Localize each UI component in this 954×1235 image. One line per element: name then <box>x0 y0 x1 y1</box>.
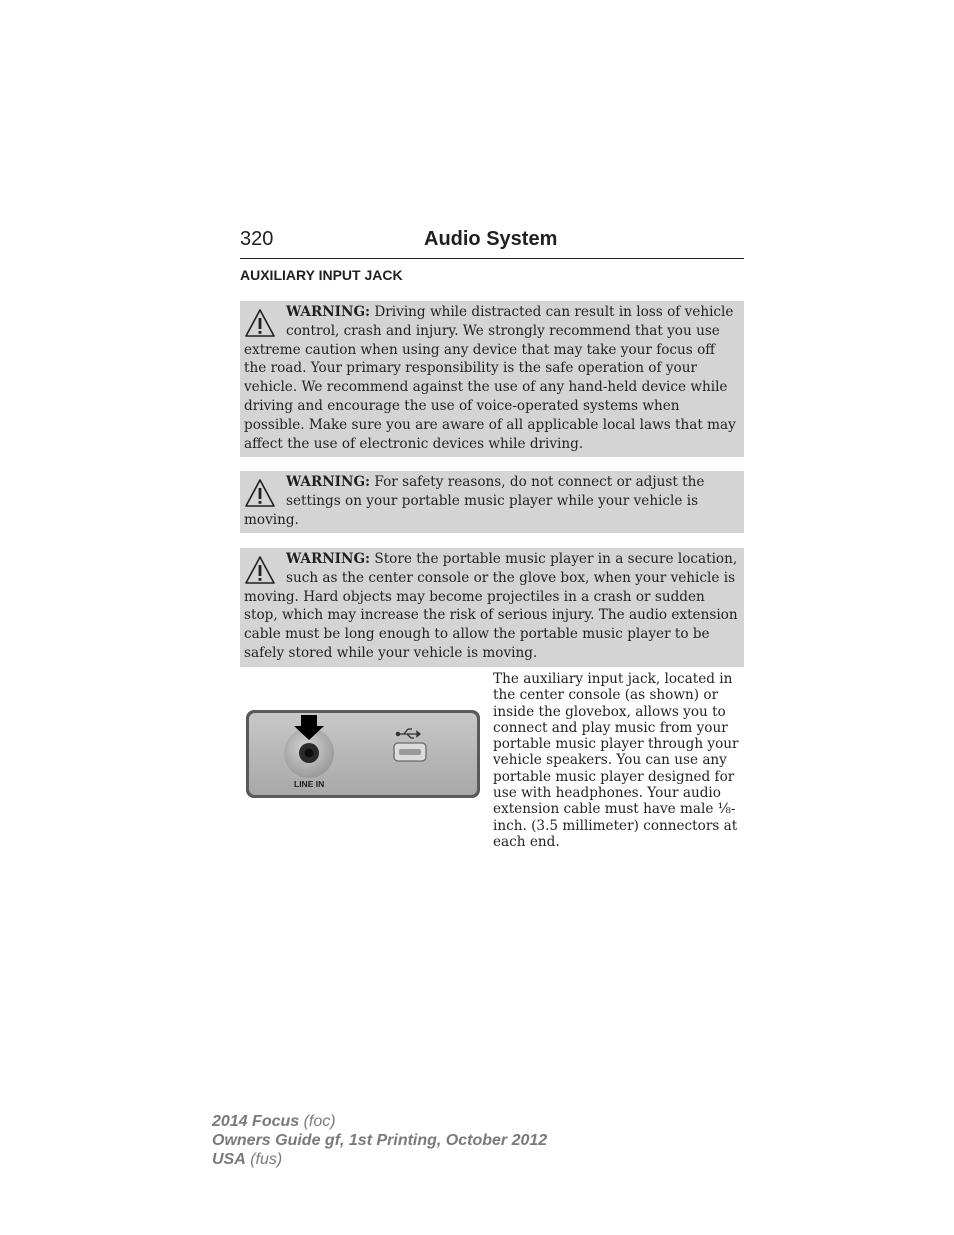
page-header <box>240 228 744 259</box>
warning-triangle-icon <box>244 477 276 509</box>
warning-text: Store the portable music player in a secure location, such as the center console or the glove box, when your vehicle is moving. Hard objects may become projectiles in a crash or sudden stop, which may increase the risk of serious injury. The audio extension cable must be long enough to allow the portable music player to be safely stored while your vehicle is moving. <box>244 551 738 661</box>
page-footer <box>212 1112 547 1169</box>
warning-triangle-icon <box>244 554 276 586</box>
warning-label: WARNING: <box>286 304 371 320</box>
line-in-jack-figure <box>245 709 481 799</box>
warning-text: For safety reasons, do not connect or adjust the settings on your portable music player while your vehicle is moving. <box>244 474 705 528</box>
console-panel-illustration <box>245 709 481 799</box>
subheading: AUXILIARY INPUT JACK <box>240 267 403 283</box>
footer-line-model: 2014 Focus (foc) <box>212 1113 336 1130</box>
warning-label: WARNING: <box>286 474 371 490</box>
warning-box-safety <box>240 471 744 533</box>
warning-triangle-icon <box>244 307 276 339</box>
footer-line-printing: Owners Guide gf, 1st Printing, October 2012 <box>212 1132 548 1149</box>
aux-jack-description: The auxiliary input jack, located in the center console (as shown) or inside the glovebox, allows you to connect and play music from your portable music player through your vehicle speakers. You can use any portable music player designed for use with headphones. Your audio extension cable must have male ⅛-inch. (3.5 millimeter) connectors at each end. <box>493 671 739 850</box>
warning-box-distraction <box>240 301 744 457</box>
page-number: 320 <box>240 228 274 250</box>
warning-label: WARNING: <box>286 551 371 567</box>
warning-text: Driving while distracted can result in loss of vehicle control, crash and injury. We strongly recommend that you use extreme caution when using any device that may take your focus off the road. Your primary responsibility is the safe operation of your vehicle. We recommend against the use of any hand-held device while driving and encourage the use of voice-operated systems when possible. Make sure you are aware of all applicable local laws that may affect the use of electronic devices while driving. <box>244 304 736 452</box>
footer-line-region: USA (fus) <box>212 1151 283 1168</box>
section-title: Audio System <box>424 228 558 250</box>
warning-box-storage <box>240 548 744 667</box>
line-in-label: LINE IN <box>294 779 325 789</box>
